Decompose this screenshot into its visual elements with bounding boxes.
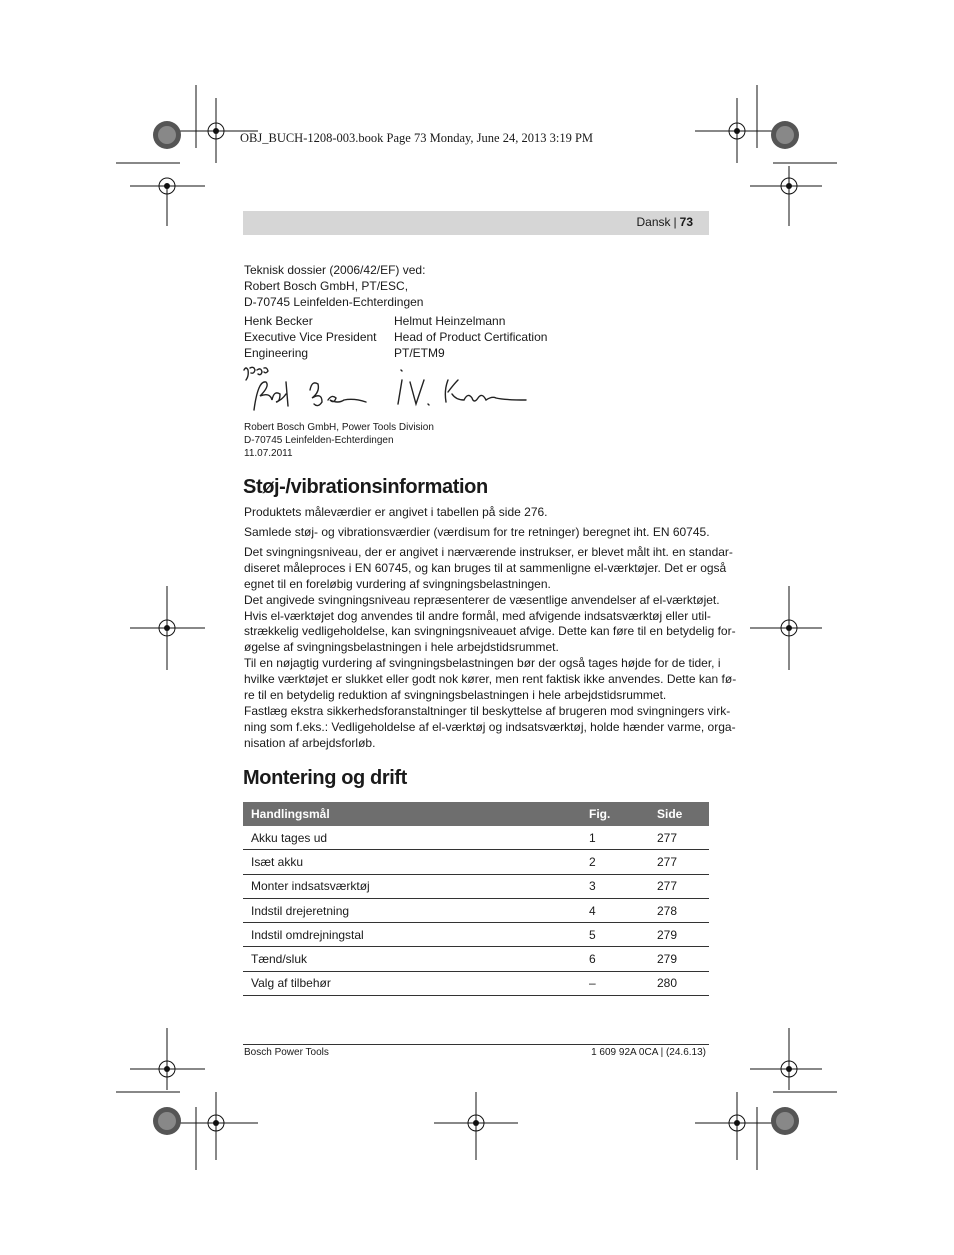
cell-action: Indstil drejeretning: [243, 898, 581, 922]
cell-action: Akku tages ud: [243, 826, 581, 850]
cell-action: Tænd/sluk: [243, 947, 581, 971]
company-line: Robert Bosch GmbH, Power Tools Division: [244, 422, 434, 433]
body-line: egnet til en foreløbig vurdering af svingningsbelastningen.: [244, 576, 551, 591]
cell-page: 280: [649, 971, 709, 995]
dossier-line: Teknisk dossier (2006/42/EF) ved:: [244, 263, 426, 277]
footer-doc-number: 1 609 92A 0CA | (24.6.13): [591, 1047, 706, 1058]
cell-figure: –: [581, 971, 649, 995]
cell-figure: 5: [581, 923, 649, 947]
company-line: 11.07.2011: [244, 448, 293, 459]
company-line: D-70745 Leinfelden-Echterdingen: [244, 435, 394, 446]
dossier-line: D-70745 Leinfelden-Echterdingen: [244, 295, 424, 309]
noise-paragraph: Produktets måleværdier er angivet i tabellen på side 276.: [244, 505, 548, 519]
body-line: Det angivede svingningsniveau repræsenterer de væsentlige anvendelser af el-værktøjet.: [244, 592, 720, 607]
cell-page: 277: [649, 826, 709, 850]
book-header: OBJ_BUCH-1208-003.book Page 73 Monday, June 24, 2013 3:19 PM: [240, 131, 594, 145]
body-line: nisation af arbejdsforløb.: [244, 735, 376, 750]
footer-rule: [243, 1044, 709, 1045]
section-title-noise: Støj-/vibrationsinformation: [243, 476, 488, 498]
dossier-line: Robert Bosch GmbH, PT/ESC,: [244, 279, 409, 293]
footer-brand: Bosch Power Tools: [244, 1047, 329, 1058]
header-action: Handlingsmål: [243, 802, 581, 826]
body-line: hvilke værktøjet er slukket eller godt nok kører, men rent faktisk ikke anvendes. Dette kan fø-: [244, 672, 737, 687]
cell-action: Isæt akku: [243, 850, 581, 874]
operations-table: [243, 802, 709, 996]
body-line: Hvis el-værktøjet dog anvendes til andre formål, med afvigende indsatsværktøj eller util-: [244, 608, 711, 623]
noise-body: [244, 545, 737, 752]
signatory-title: Head of Product Certification: [394, 330, 548, 344]
cell-action: Valg af tilbehør: [243, 971, 581, 995]
cell-figure: 3: [581, 874, 649, 898]
dossier-block: [244, 262, 425, 310]
signatory-left: [244, 313, 377, 361]
signatory-dept: Engineering: [244, 346, 309, 360]
cell-figure: 6: [581, 947, 649, 971]
section-title-assembly: Montering og drift: [243, 767, 407, 789]
body-line: Til en nøjagtig vurdering af svingningsbelastningen bør der også tages højde for de tider, i: [244, 656, 721, 671]
cell-page: 277: [649, 850, 709, 874]
signatory-name: Helmut Heinzelmann: [394, 314, 506, 328]
signatory-name: Henk Becker: [244, 314, 313, 328]
language-bar: [243, 211, 709, 235]
header-figure: Fig.: [581, 802, 649, 826]
language-page-label: [637, 215, 694, 229]
cell-action: Monter indsatsværktøj: [243, 874, 581, 898]
page-number: 73: [679, 215, 693, 229]
table-header-row: [243, 802, 709, 826]
noise-paragraph: Samlede støj- og vibrationsværdier (værdisum for tre retninger) beregnet iht. EN 60745.: [244, 525, 710, 539]
cell-action: Indstil omdrejningstal: [243, 923, 581, 947]
table-row: [243, 850, 709, 874]
body-line: øgelse af svingningsbelastningen i hele arbejdstidsrummet.: [244, 640, 559, 655]
cell-figure: 2: [581, 850, 649, 874]
table-row: [243, 971, 709, 995]
cell-figure: 4: [581, 898, 649, 922]
body-line: ning som f.eks.: Vedligeholdelse af el-værktøj og indsatsværktøj, holde hænder varme, orga-: [244, 719, 736, 734]
body-line: Det svingningsniveau, der er angivet i nærværende instrukser, er blevet målt iht. en standar-: [244, 545, 733, 559]
signatory-right: [394, 313, 547, 361]
signatory-title: Executive Vice President: [244, 330, 377, 344]
separator: |: [673, 215, 677, 229]
body-line: re til en betydelig reduktion af svingningsbelastningen i hele arbejdstidsrummet.: [244, 688, 667, 703]
cell-page: 279: [649, 947, 709, 971]
table-row: [243, 923, 709, 947]
header-page: Side: [649, 802, 709, 826]
signatory-dept: PT/ETM9: [394, 346, 445, 360]
table-row: [243, 898, 709, 922]
language-label: Dansk: [636, 215, 671, 229]
table-row: [243, 826, 709, 850]
cell-page: 277: [649, 874, 709, 898]
body-line: Fastlæg ekstra sikkerhedsforanstaltninger til beskyttelse af brugeren mod svingningers virk-: [244, 703, 731, 718]
table-row: [243, 874, 709, 898]
company-block: [244, 421, 434, 460]
table-row: [243, 947, 709, 971]
body-line: diseret måleproces i EN 60745, og kan bruges til at sammenligne el-værktøjer. Det er også: [244, 560, 727, 575]
cell-page: 279: [649, 923, 709, 947]
signature-image: [240, 362, 550, 418]
body-line: strækkelig vedligeholdelse, kan svingningsniveauet afvige. Dette kan føre til en betydelig for-: [244, 624, 736, 639]
cell-figure: 1: [581, 826, 649, 850]
cell-page: 278: [649, 898, 709, 922]
